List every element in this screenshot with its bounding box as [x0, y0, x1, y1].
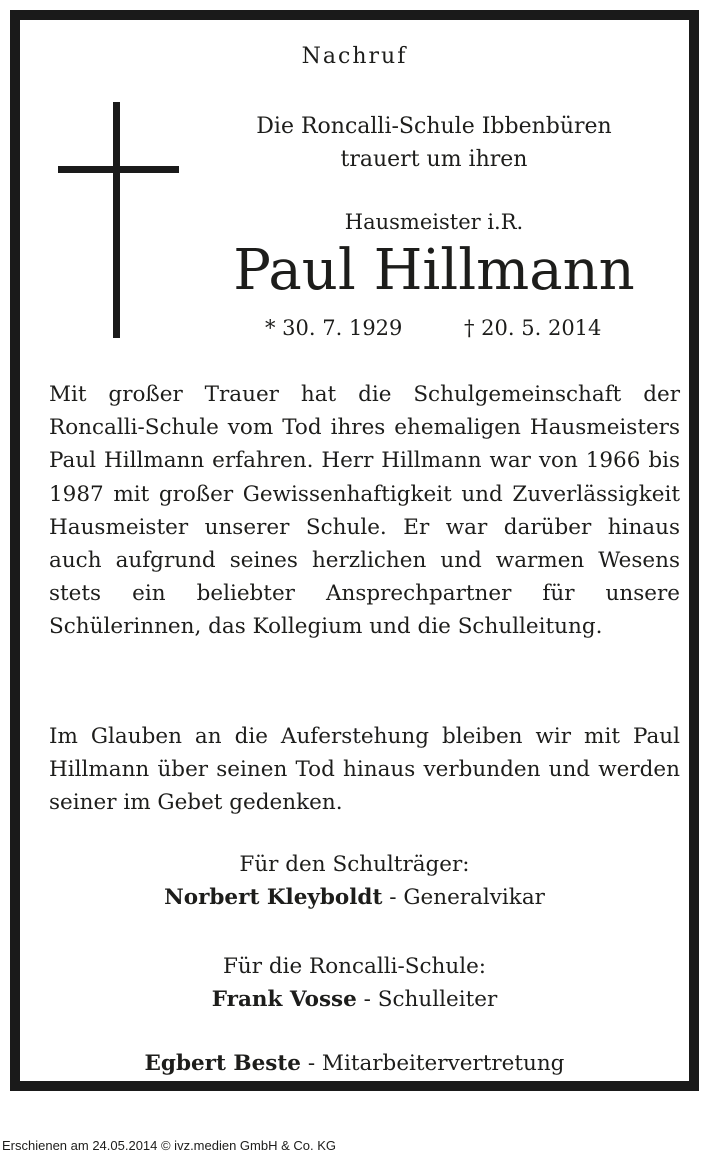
faith-paragraph: Im Glauben an die Auferstehung bleiben wir mit Paul Hillmann über seinen Tod hinaus verbunden und werden seiner im Gebet gedenken.	[49, 724, 680, 816]
signature-school-authority	[10, 848, 699, 914]
signatory-name: Frank Vosse	[211, 987, 357, 1012]
signature-line	[10, 983, 699, 1016]
cross-icon-vertical	[113, 102, 120, 338]
signatory-name: Egbert Beste	[144, 1051, 301, 1076]
signature-staff	[10, 1047, 699, 1080]
publication-footer: Erschienen am 24.05.2014 © ivz.medien GmbH & Co. KG	[2, 1138, 337, 1153]
signatory-name: Norbert Kleyboldt	[164, 885, 383, 910]
signatory-role: - Mitarbeitervertretung	[301, 1051, 565, 1076]
signature-heading: Für den Schulträger:	[239, 852, 470, 877]
obituary-frame	[10, 10, 699, 1091]
deceased-position: Hausmeister i.R.	[344, 210, 524, 234]
signatory-role: - Generalvikar	[382, 885, 545, 910]
signature-line	[10, 881, 699, 914]
signature-school	[10, 950, 699, 1016]
signature-line	[10, 1047, 699, 1080]
deceased-name: Paul Hillmann	[233, 238, 635, 303]
death-date: † 20. 5. 2014	[464, 316, 602, 340]
school-mourns-block	[233, 110, 635, 176]
tribute-paragraph: Mit großer Trauer hat die Schulgemeinschaft der Roncalli-Schule vom Tod ihres ehemaligen Hausmeisters Paul Hillmann erfahren. Herr Hillmann war von 1966 bis 1987 mit großer Gewissenhaftigkeit und Zuverlässigkeit Hausmeister unserer Schule. Er war darüber hinaus auch aufgrund seines herzlichen und warmen Wesens stets ein beliebter Ansprechpartner für unsere Schülerinnen, das Kollegium und die Schulleitung.	[49, 382, 680, 640]
signatory-role: - Schulleiter	[356, 987, 498, 1012]
cross-icon-horizontal	[58, 166, 179, 173]
school-name-line: Die Roncalli-Schule Ibbenbüren	[256, 114, 612, 139]
signature-heading: Für die Roncalli-Schule:	[222, 954, 487, 979]
mourns-line: trauert um ihren	[340, 147, 528, 172]
birth-date: * 30. 7. 1929	[265, 316, 403, 340]
obituary-heading: Nachruf	[301, 44, 408, 69]
